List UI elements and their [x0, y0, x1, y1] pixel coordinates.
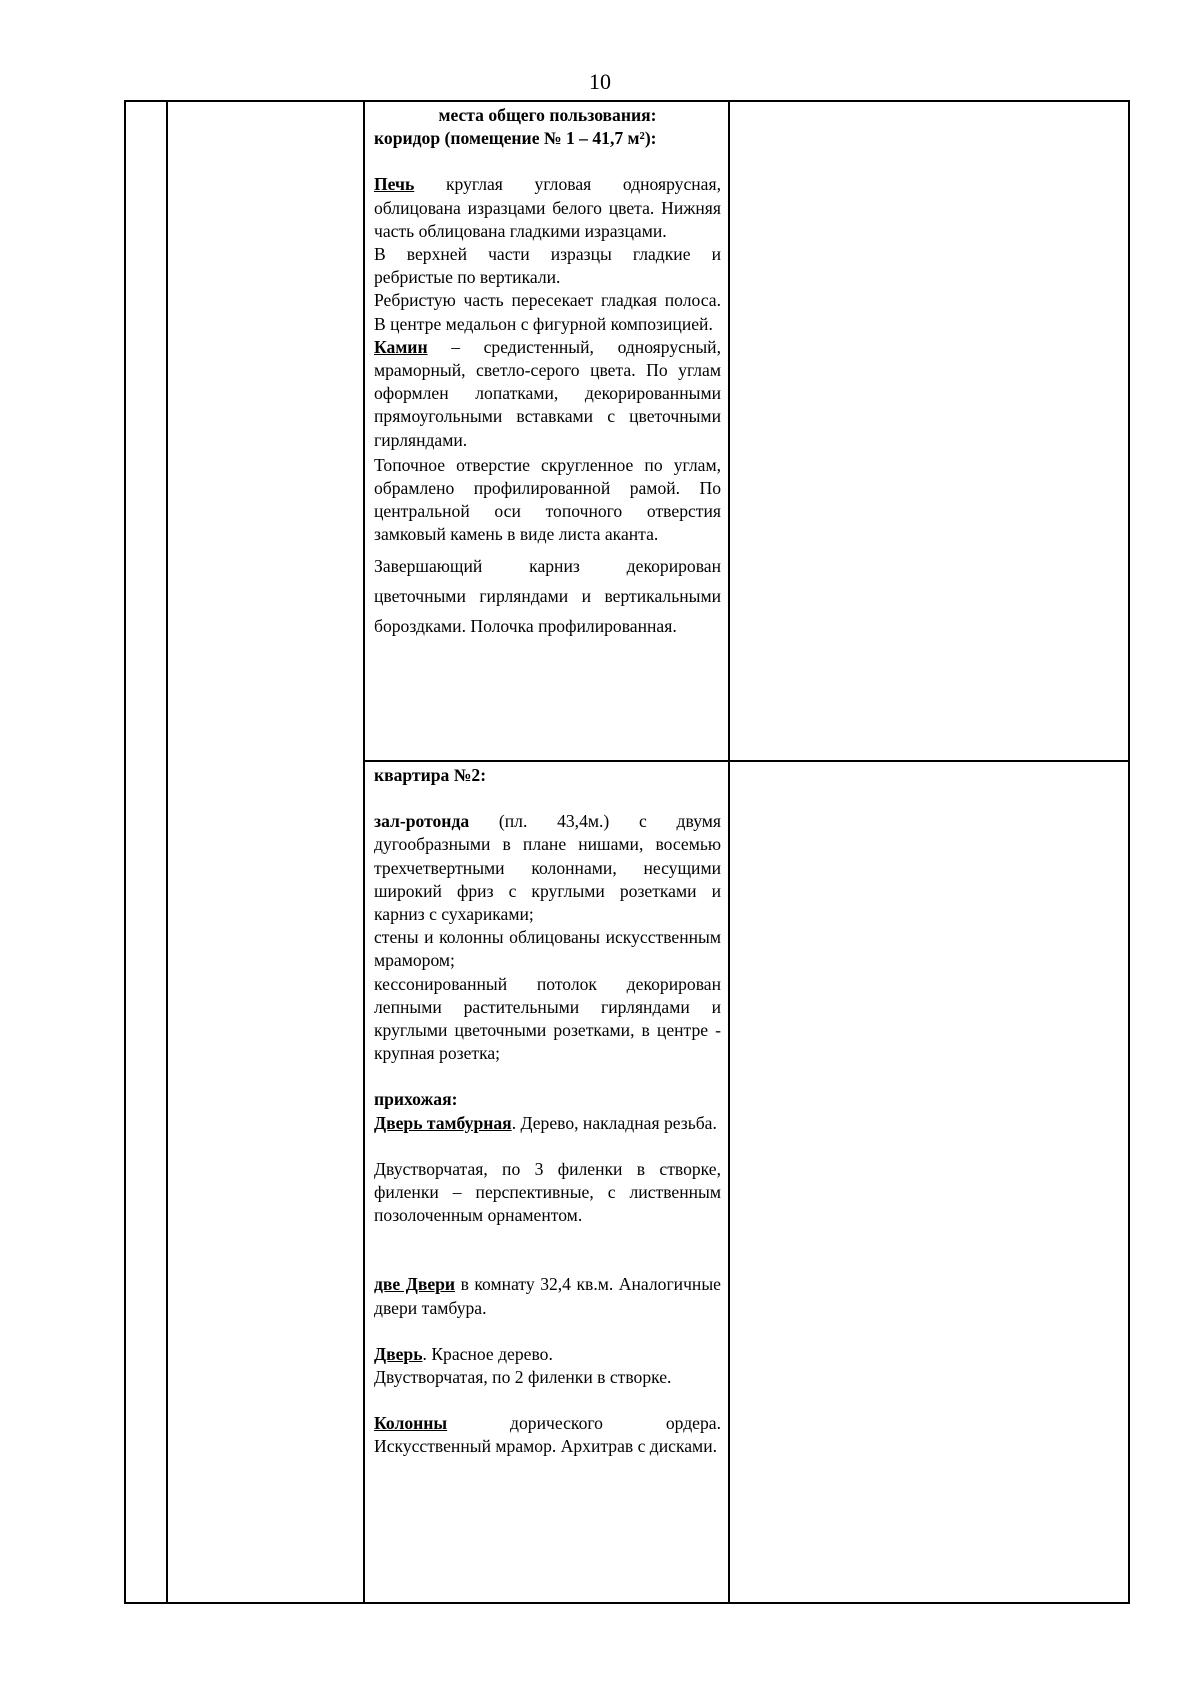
fireplace-title: Камин — [374, 336, 428, 357]
table-right-border — [1128, 100, 1130, 1604]
tambour-door-text: . Дерево, накладная резьба. — [511, 1112, 717, 1133]
column-divider-2 — [363, 100, 365, 1604]
door-paragraph — [374, 1343, 721, 1366]
corridor-heading: коридор (помещение № 1 – 41,7 м²): — [374, 128, 657, 149]
page-number: 10 — [589, 69, 611, 94]
row2-description-cell — [374, 764, 721, 1459]
table-bottom-border — [124, 1602, 1130, 1604]
door-leaf-paragraph: Двустворчатая, по 2 филенки в створке. — [374, 1367, 672, 1388]
column-divider-1 — [166, 100, 168, 1604]
table-left-border — [124, 100, 126, 1604]
hall-title: зал-ротонда — [374, 811, 470, 832]
stove-title: Печь — [374, 174, 415, 195]
door-title: Дверь — [374, 1343, 423, 1364]
fireplace-paragraph — [374, 336, 721, 452]
common-areas-heading: места общего пользования: — [438, 105, 657, 125]
columns-text: дорического ордера. Искусственный мрамор. Архитрав с дисками. — [374, 1413, 721, 1457]
hall-text: (пл. 43,4м.) с двумя дугообразными в плане нишами, восемью трехчетвертными колоннами, несущими широкий фриз с круглыми розетками и карниз с сухариками; — [374, 811, 721, 925]
door-text: . Красное дерево. — [422, 1343, 553, 1364]
fireplace-text: – средистенный, одноярусный, мраморный, светло-серого цвета. По углам оформлен лопатками, декорированными прямоугольными вставками с цветочными гирляндами. — [374, 336, 721, 450]
columns-paragraph — [374, 1412, 721, 1458]
column-divider-3 — [728, 100, 730, 1604]
upper-tiles-paragraph: В верхней части изразцы гладкие и ребристые по вертикали. — [374, 244, 721, 288]
columns-title: Колонны — [374, 1413, 448, 1434]
stove-text: круглая угловая одноярусная, облицована изразцами белого цвета. Нижняя часть облицована гладкими изразцами. — [374, 174, 721, 241]
two-doors-text: в комнату 32,4 кв.м. Аналогичные двери тамбура. — [374, 1274, 721, 1318]
two-doors-paragraph — [374, 1273, 721, 1319]
ribbed-paragraph: Ребристую часть пересекает гладкая полоса. В центре медальон с фигурной композицией. — [374, 290, 721, 334]
double-leaf-paragraph: Двустворчатая, по 3 филенки в створке, филенки – перспективные, с лиственным позолоченным орнаментом. — [374, 1158, 721, 1226]
two-doors-title: две Двери — [374, 1274, 456, 1295]
apartment-heading: квартира №2: — [374, 765, 487, 785]
row-divider — [363, 760, 1130, 762]
tambour-door-title: Дверь тамбурная — [374, 1112, 512, 1133]
tambour-door-paragraph — [374, 1112, 721, 1135]
firebox-paragraph: Топочное отверстие скругленное по углам, обрамлено профилированной рамой. По центральной оси топочного отверстия замковый камень в виде листа аканта. — [374, 454, 721, 545]
hall-paragraph — [374, 810, 721, 926]
walls-paragraph: стены и колонны облицованы искусственным мрамором; — [374, 927, 721, 971]
table-top-border — [124, 100, 1130, 102]
stove-paragraph — [374, 173, 721, 243]
cornice-paragraph: Завершающий карниз декорирован цветочными гирляндами и вертикальными бороздками. Полочка профилированная. — [374, 555, 721, 636]
ceiling-paragraph: кессонированный потолок декорирован лепными растительными гирляндами и круглыми цветочными розетками, в центре - крупная розетка; — [374, 973, 721, 1064]
row1-description-cell — [374, 104, 721, 641]
hallway-heading: прихожая: — [374, 1089, 458, 1110]
